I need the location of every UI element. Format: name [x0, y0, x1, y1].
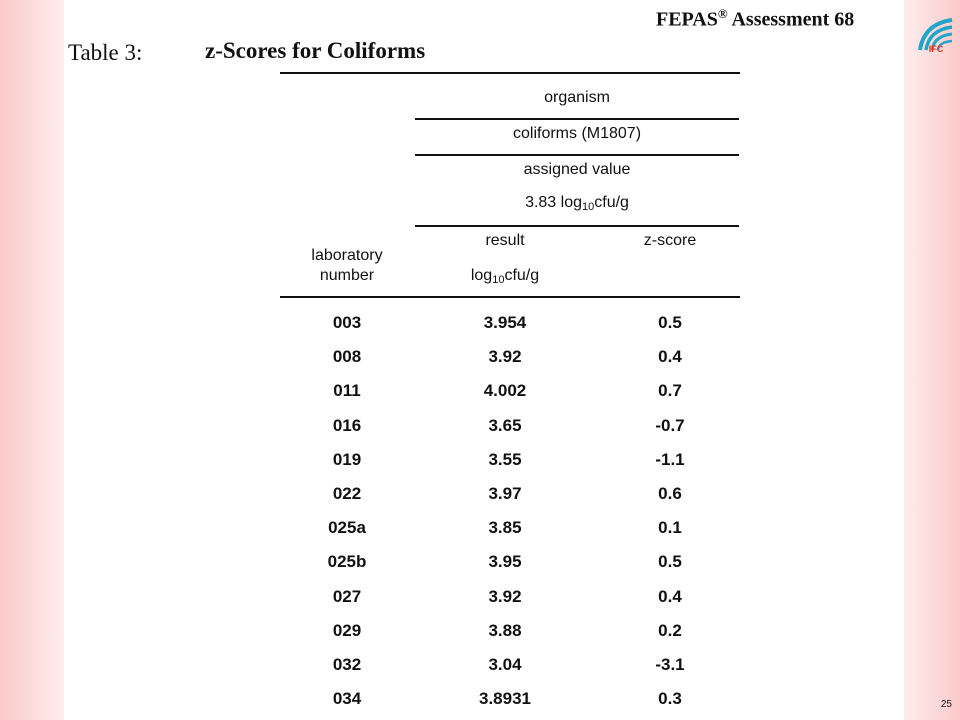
lab-number-cell: 027 — [332, 587, 362, 606]
zscore-cell: 0.2 — [658, 621, 682, 640]
organism-name-rule — [415, 154, 739, 156]
zscore-cell: 0.5 — [658, 313, 682, 332]
result-header: result — [485, 232, 525, 249]
lab-number-cell: 025b — [327, 552, 367, 571]
slide-number: 25 — [940, 699, 952, 710]
lab-number-cell: 011 — [333, 381, 361, 400]
result-cell: 3.65 — [488, 416, 522, 435]
zscore-cell: 0.1 — [658, 518, 682, 537]
left-decorative-band — [0, 0, 64, 720]
lab-number-cell: 003 — [332, 313, 362, 332]
organism-rule — [415, 118, 739, 120]
result-cell: 3.92 — [488, 587, 522, 606]
header-bottom-rule — [280, 296, 740, 298]
zscore-cell: 0.4 — [658, 347, 682, 366]
result-unit-log: log — [470, 267, 493, 284]
result-cell: 3.55 — [488, 450, 522, 469]
assigned-number: 3.83 log — [525, 194, 582, 211]
zscore-cell: 0.4 — [658, 587, 682, 606]
lab-number-cell: 022 — [332, 484, 362, 503]
lab-number-cell: 025a — [328, 518, 366, 537]
zscore-cell: -1.1 — [655, 450, 685, 469]
zscore-cell: -0.7 — [655, 416, 685, 435]
registered-mark: ® — [717, 6, 728, 21]
assigned-unit-subscript: 10 — [582, 201, 595, 213]
table-title: z-Scores for Coliforms — [205, 38, 426, 63]
lab-number-cell: 008 — [332, 347, 362, 366]
result-unit-subscript: 10 — [492, 274, 505, 286]
organism-header: organism — [544, 89, 610, 106]
lab-number-cell: 019 — [332, 450, 362, 469]
assigned-value-rule — [415, 225, 739, 227]
result-cell: 4.002 — [483, 381, 527, 400]
assigned-unit: cfu/g — [594, 194, 629, 211]
lab-number-cell: 029 — [332, 621, 362, 640]
result-unit: cfu/g — [504, 267, 540, 284]
lab-header-line2: number — [319, 267, 375, 284]
result-cell: 3.04 — [488, 655, 522, 674]
result-cell: 3.85 — [488, 518, 522, 537]
result-cell: 3.954 — [483, 313, 527, 332]
result-cell: 3.8931 — [479, 689, 531, 708]
organism-name-header: coliforms (M1807) — [512, 125, 642, 142]
lab-number-header — [282, 246, 412, 286]
result-unit-header — [445, 266, 565, 290]
right-decorative-band — [904, 0, 960, 720]
lab-number-cell: 034 — [332, 689, 362, 708]
zscore-cell: -3.1 — [655, 655, 685, 674]
zscore-cell: 0.7 — [658, 381, 682, 400]
lab-number-cell: 016 — [332, 416, 362, 435]
zscore-header: z-score — [643, 232, 697, 249]
logo-text: IFC — [928, 44, 944, 54]
assigned-value-number — [415, 193, 739, 217]
zscore-cell: 0.5 — [658, 552, 682, 571]
zscore-cell: 0.6 — [658, 484, 682, 503]
lab-number-cell: 032 — [332, 655, 362, 674]
zscore-cell: 0.3 — [658, 689, 682, 708]
table-label: Table 3: — [68, 40, 143, 65]
result-cell: 3.88 — [488, 621, 522, 640]
result-cell: 3.97 — [488, 484, 522, 503]
result-cell: 3.92 — [488, 347, 522, 366]
lab-header-line1: laboratory — [311, 247, 383, 264]
assessment-label: Assessment 68 — [731, 8, 855, 31]
assigned-value-header: assigned value — [523, 161, 631, 178]
assessment-heading — [656, 6, 854, 32]
result-cell: 3.95 — [488, 552, 522, 571]
table-top-rule — [280, 72, 740, 74]
brand-name: FEPAS — [656, 8, 718, 31]
